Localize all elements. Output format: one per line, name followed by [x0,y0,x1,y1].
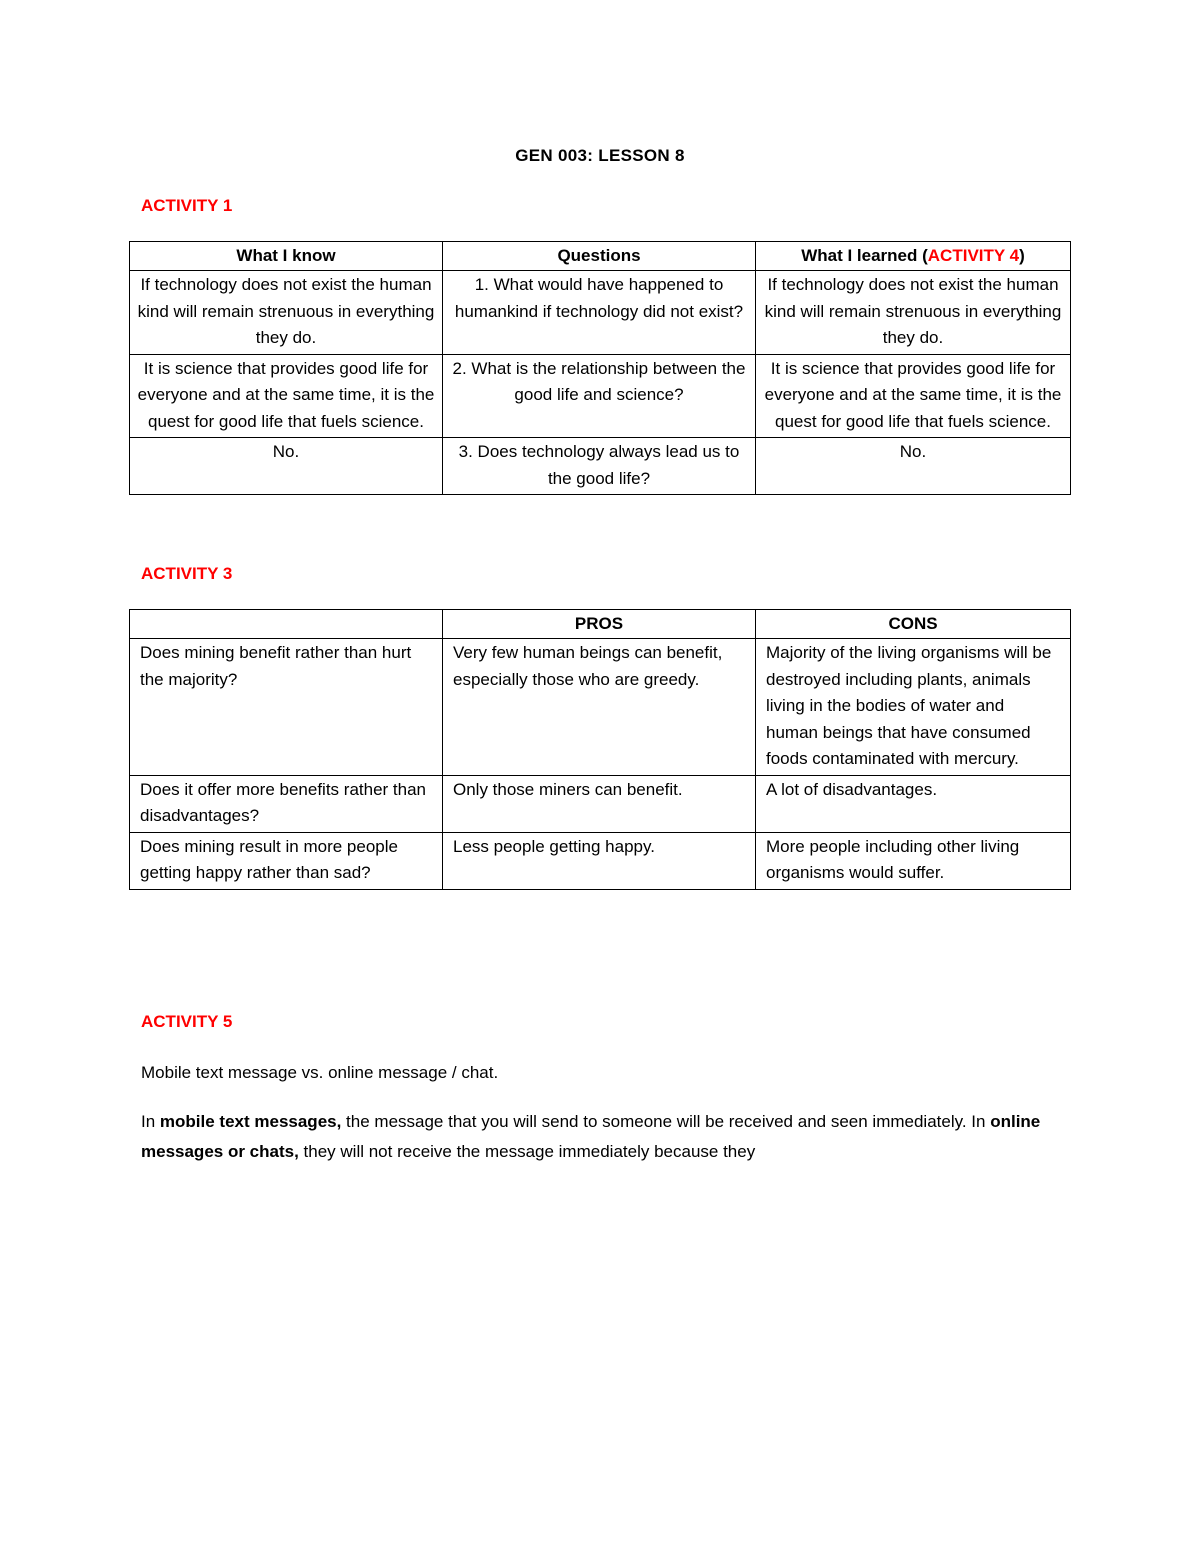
table-row [130,775,1071,832]
paragraph-text: they will not receive the message immediately because they [298,1142,756,1161]
header-empty [130,610,443,639]
cell-question: 3. Does technology always lead us to the good life? [443,438,756,495]
cell-question: Does it offer more benefits rather than disadvantages? [130,775,443,832]
cell-cons: More people including other living organisms would suffer. [756,832,1071,889]
paragraph-text: In [141,1112,160,1131]
table-header-row [130,610,1071,639]
table-row [130,832,1071,889]
header-pros: PROS [443,610,756,639]
cell-know: No. [130,438,443,495]
cell-cons: Majority of the living organisms will be destroyed including plants, animals living in the bodies of water and human beings that have consumed foods contaminated with mercury. [756,639,1071,776]
header-questions: Questions [443,242,756,271]
activity-1-table [129,241,1071,495]
paragraph-text: the message that you will send to someone will be received and seen immediately. In [341,1112,991,1131]
activity-5-intro: Mobile text message vs. online message / chat. [141,1063,499,1082]
cell-learned: No. [756,438,1071,495]
cell-question: Does mining result in more people getting happy rather than sad? [130,832,443,889]
activity-3-heading: ACTIVITY 3 [141,564,233,583]
activity-5-paragraph [141,1107,1071,1167]
cell-learned: It is science that provides good life for everyone and at the same time, it is the quest for good life that fuels science. [756,354,1071,438]
cell-question: Does mining benefit rather than hurt the majority? [130,639,443,776]
activity-1-heading: ACTIVITY 1 [141,196,233,215]
cell-pros: Only those miners can benefit. [443,775,756,832]
cell-know: If technology does not exist the human kind will remain strenuous in everything they do. [130,271,443,355]
table-header-row [130,242,1071,271]
table-row [130,354,1071,438]
table-row [130,438,1071,495]
header-activity-4-highlight: ACTIVITY 4 [927,246,1020,265]
header-what-i-learned [756,242,1071,271]
cell-learned: If technology does not exist the human kind will remain strenuous in everything they do. [756,271,1071,355]
cell-question: 1. What would have happened to humankind if technology did not exist? [443,271,756,355]
cell-cons: A lot of disadvantages. [756,775,1071,832]
cell-know: It is science that provides good life for everyone and at the same time, it is the quest for good life that fuels science. [130,354,443,438]
activity-3-table [129,609,1071,890]
header-learned-prefix: What I learned ( [801,246,928,265]
table-row [130,639,1071,776]
paragraph-bold-online: online messages or chats, [141,1112,1041,1161]
header-cons: CONS [756,610,1071,639]
activity-5-heading: ACTIVITY 5 [141,1012,233,1031]
page-title: GEN 003: LESSON 8 [515,146,685,165]
table-row [130,271,1071,355]
cell-question: 2. What is the relationship between the good life and science? [443,354,756,438]
header-what-i-know: What I know [130,242,443,271]
paragraph-bold-mobile: mobile text messages, [159,1112,342,1131]
header-learned-suffix: ) [1019,246,1025,265]
cell-pros: Very few human beings can benefit, especially those who are greedy. [443,639,756,776]
cell-pros: Less people getting happy. [443,832,756,889]
